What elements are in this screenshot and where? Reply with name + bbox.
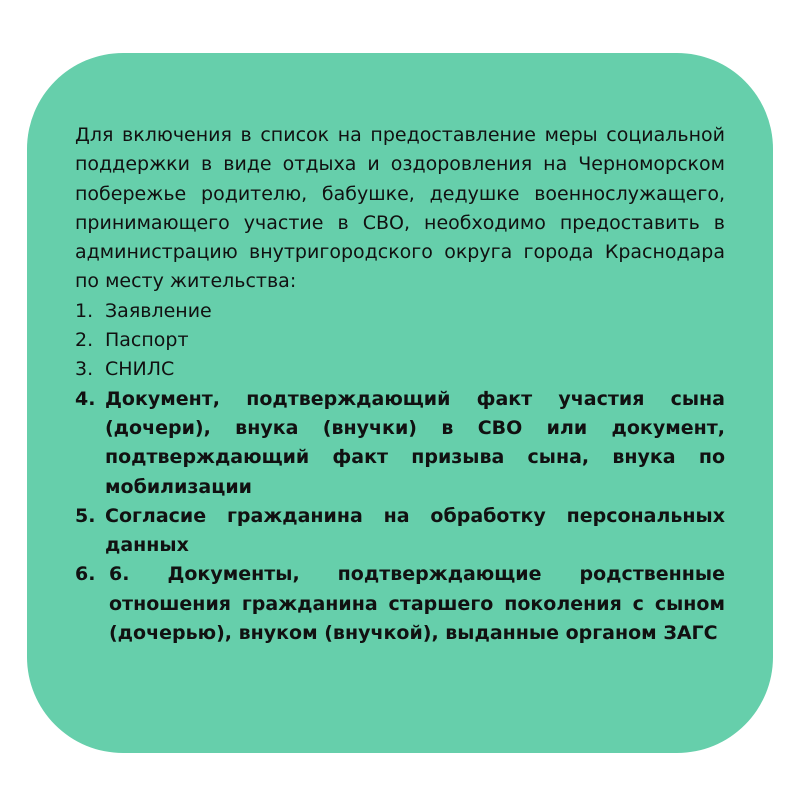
list-item-number: 4. [75,387,96,410]
list-item [75,297,725,326]
intro-paragraph: Для включения в список на предоставление меры социальной поддержки в виде отдыха и оздоровления на Черноморском побережье родителю, бабушке, дедушке военнослужащего, принимающего участие в СВО, необходимо предоставить в администрацию внутригородского округа города Краснодара по месту жительства: [75,124,725,293]
list-item-text: СНИЛС [105,358,175,381]
list-item [75,326,725,355]
list-item-number: 1. [75,299,94,322]
list-item-number: 5. [75,504,96,527]
list-item [75,560,725,648]
list-item [75,355,725,384]
list-item-text: Согласие гражданина на обработку персональных данных [105,504,725,557]
documents-list [75,297,725,649]
list-item-number: 2. [75,329,94,352]
list-item-number: 3. [75,358,94,381]
list-item-text: Заявление [105,299,212,322]
list-item-number: 6. [75,563,96,586]
list-item [75,502,725,561]
card-content [75,121,725,648]
list-item-text: 6. Документы, подтверждающие родственные отношения гражданина старшего поколения с сыном (дочерью), внуком (внучкой), выданные органом ЗАГС [109,563,725,645]
list-item-text: Документ, подтверждающий факт участия сына (дочери), внука (внучки) в СВО или документ, подтверждающий факт призыва сына, внука по мобилизации [105,387,725,498]
list-item [75,385,725,502]
list-item-text: Паспорт [105,329,189,352]
